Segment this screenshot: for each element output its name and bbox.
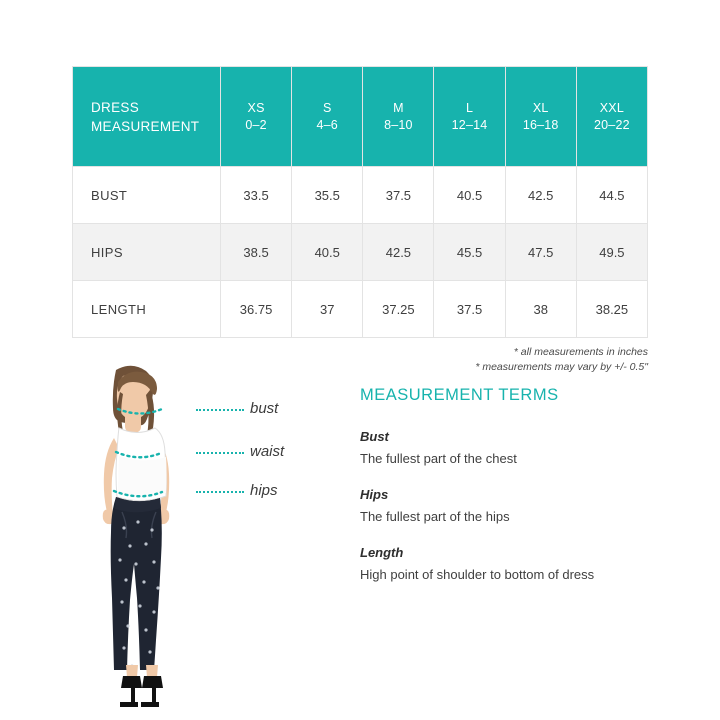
term-description: The fullest part of the hips bbox=[360, 509, 510, 524]
row-label-hips: HIPS bbox=[73, 224, 221, 281]
size-range: 20–22 bbox=[594, 117, 630, 132]
term-bust bbox=[360, 429, 660, 466]
size-range: 8–10 bbox=[384, 117, 413, 132]
term-name: Hips bbox=[360, 487, 389, 502]
size-name: S bbox=[322, 100, 332, 115]
cell-hips-s: 40.5 bbox=[292, 224, 363, 281]
row-label-length: LENGTH bbox=[73, 281, 221, 338]
size-chart-table-container bbox=[72, 66, 648, 375]
row-label-bust: BUST bbox=[73, 167, 221, 224]
term-length bbox=[360, 545, 660, 582]
size-range: 16–18 bbox=[522, 117, 559, 132]
cell-bust-l: 40.5 bbox=[434, 167, 505, 224]
size-chart-table bbox=[72, 66, 648, 338]
term-name: Bust bbox=[360, 429, 389, 444]
size-range: 12–14 bbox=[451, 117, 488, 132]
cell-length-xxl: 38.25 bbox=[576, 281, 647, 338]
size-name: XS bbox=[247, 100, 265, 115]
term-name: Length bbox=[360, 545, 404, 560]
column-header-l bbox=[434, 67, 505, 167]
cell-length-xl: 38 bbox=[505, 281, 576, 338]
leader-line-bust bbox=[196, 409, 244, 411]
cell-bust-xs: 33.5 bbox=[221, 167, 292, 224]
figure-label-hips: hips bbox=[250, 482, 278, 499]
leader-line-hips bbox=[196, 491, 244, 493]
table-header bbox=[73, 67, 648, 167]
model-illustration bbox=[62, 360, 212, 710]
footnote-tolerance: * measurements may vary by +/- 0.5" bbox=[475, 361, 648, 373]
table-row bbox=[73, 224, 648, 281]
cell-length-s: 37 bbox=[292, 281, 363, 338]
cell-length-xs: 36.75 bbox=[221, 281, 292, 338]
column-header-s bbox=[292, 67, 363, 167]
table-body bbox=[73, 167, 648, 338]
cell-bust-m: 37.5 bbox=[363, 167, 434, 224]
column-header-m bbox=[363, 67, 434, 167]
measurement-terms-title: MEASUREMENT TERMS bbox=[360, 386, 559, 404]
model-figure-svg bbox=[62, 360, 212, 710]
size-name: XL bbox=[532, 100, 549, 115]
cell-length-l: 37.5 bbox=[434, 281, 505, 338]
term-description: High point of shoulder to bottom of dress bbox=[360, 567, 595, 582]
cell-hips-xxl: 49.5 bbox=[576, 224, 647, 281]
size-name: L bbox=[465, 100, 474, 115]
size-name: XXL bbox=[599, 100, 624, 115]
cell-hips-m: 42.5 bbox=[363, 224, 434, 281]
table-row bbox=[73, 167, 648, 224]
measurement-terms-panel bbox=[360, 386, 660, 603]
size-range: 0–2 bbox=[245, 117, 267, 132]
table-header-row bbox=[73, 67, 648, 167]
cell-length-m: 37.25 bbox=[363, 281, 434, 338]
term-hips bbox=[360, 487, 660, 524]
leader-line-waist bbox=[196, 452, 244, 454]
term-description: The fullest part of the chest bbox=[360, 451, 517, 466]
figure-label-bust: bust bbox=[250, 400, 279, 417]
column-header-xs bbox=[221, 67, 292, 167]
cell-hips-xl: 47.5 bbox=[505, 224, 576, 281]
figure-label-waist: waist bbox=[250, 443, 285, 460]
size-range: 4–6 bbox=[316, 117, 338, 132]
table-row bbox=[73, 281, 648, 338]
column-header-xxl bbox=[576, 67, 647, 167]
column-header-xl bbox=[505, 67, 576, 167]
cell-bust-xl: 42.5 bbox=[505, 167, 576, 224]
cell-bust-s: 35.5 bbox=[292, 167, 363, 224]
cell-bust-xxl: 44.5 bbox=[576, 167, 647, 224]
column-header-measurement: DRESS MEASUREMENT bbox=[73, 67, 221, 167]
cell-hips-l: 45.5 bbox=[434, 224, 505, 281]
size-name: M bbox=[393, 100, 404, 115]
cell-hips-xs: 38.5 bbox=[221, 224, 292, 281]
footnote-units: * all measurements in inches bbox=[513, 346, 648, 358]
